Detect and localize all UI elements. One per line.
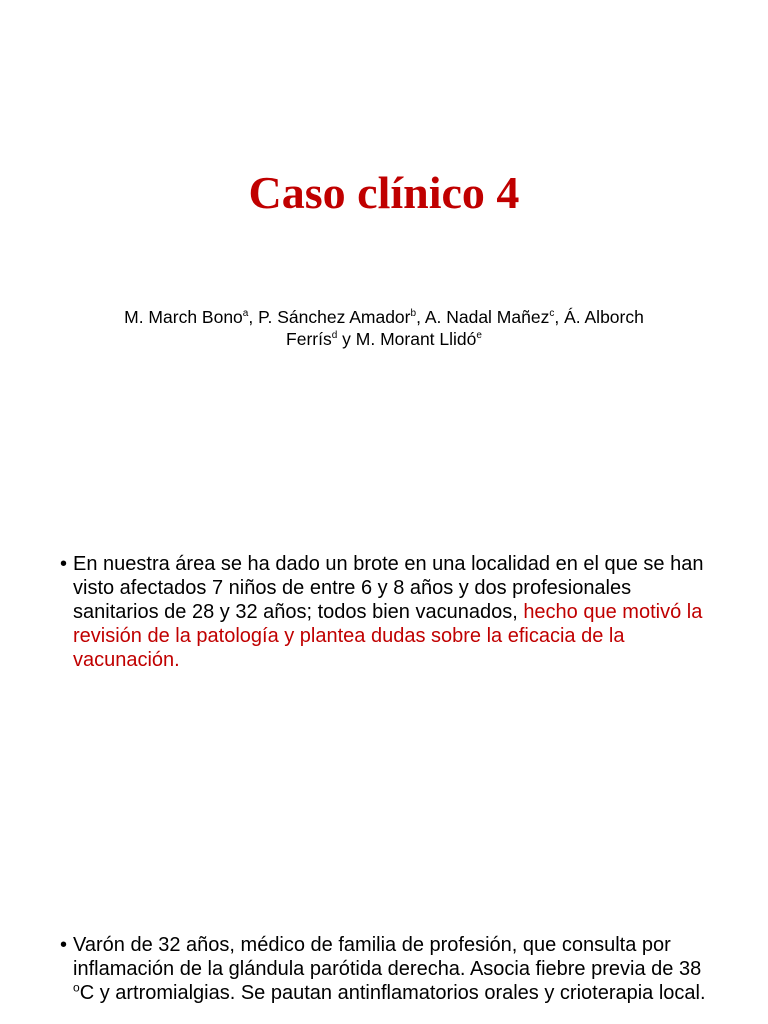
patient-text-start: Varón de 32 años, médico de familia de profesión, que consulta por inflamación de la glándula parótida derecha. Asocia fiebre previa de 38: [73, 934, 702, 980]
author-name: Á. Alborch Ferrís: [286, 307, 644, 349]
author-list: [110, 306, 658, 350]
outbreak-highlight: hecho que motivó la revisión de la patología y plantea dudas sobre la eficacia de la vacunación.: [73, 601, 703, 671]
bullet-patient-case: [60, 933, 720, 1005]
author-separator: ,: [554, 307, 565, 327]
bullet-outbreak: [60, 552, 720, 672]
author-name: M. Morant Llidó: [355, 329, 477, 349]
author-affiliation: c: [549, 308, 555, 320]
author-separator: ,: [416, 307, 425, 327]
author-name: P. Sánchez Amador: [258, 307, 411, 327]
author-affiliation: d: [331, 330, 338, 342]
author-affiliation: a: [242, 308, 249, 320]
bullet-dot: •: [60, 934, 68, 956]
author-affiliation: b: [410, 308, 417, 320]
degree-superscript: o: [73, 980, 80, 995]
author-name: M. March Bono: [124, 307, 243, 327]
author-separator: ,: [248, 307, 259, 327]
author-separator: y: [337, 329, 356, 349]
bullet-dot: •: [60, 553, 68, 575]
outbreak-text: En nuestra área se ha dado un brote en una localidad en el que se han visto afectados 7 niños de entre 6 y 8 años y dos profesionales sanitarios de 28 y 32 años; todos bien vacunados,: [73, 553, 704, 623]
slide-title: Caso clínico 4: [248, 167, 520, 218]
author-name: A. Nadal Mañez: [424, 307, 550, 327]
patient-text-end: C y artromialgias. Se pautan antinflamatorios orales y crioterapia local.: [79, 982, 706, 1004]
author-affiliation: e: [476, 330, 482, 342]
